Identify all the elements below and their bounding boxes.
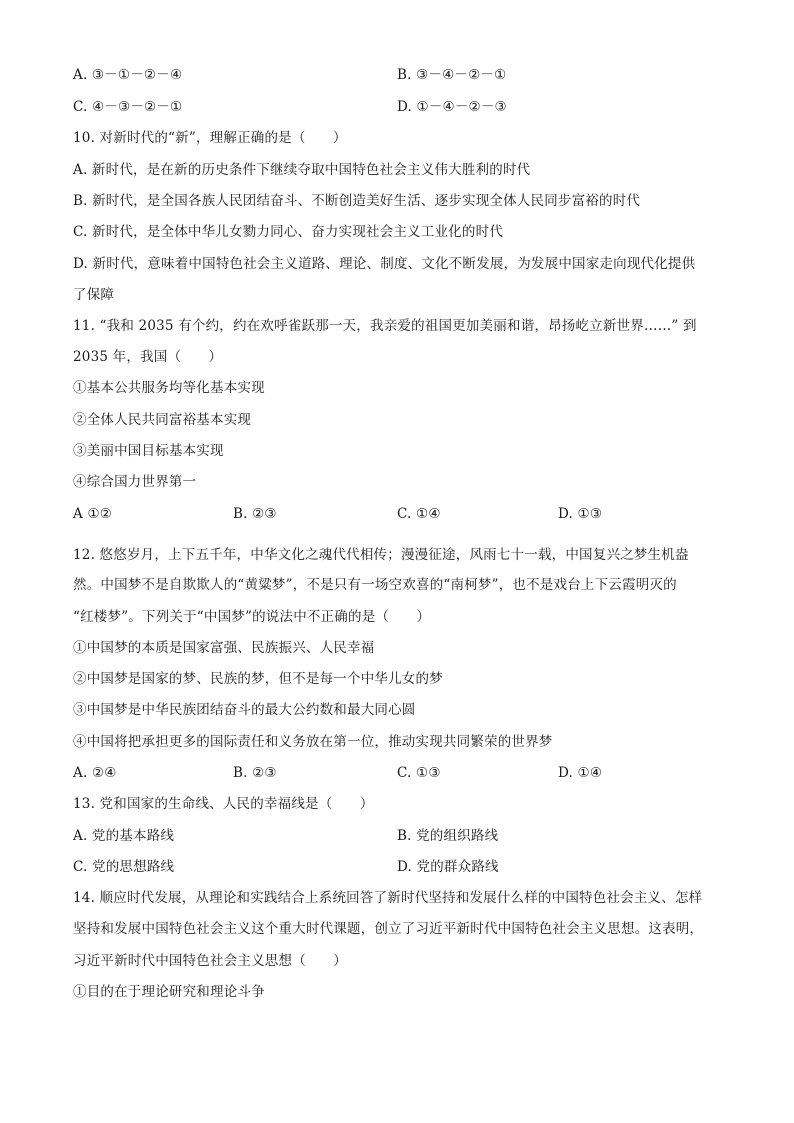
q13-option-d[interactable]: D. 党的群众路线 — [397, 859, 499, 875]
q12-option-b[interactable]: B. ②③ — [233, 765, 277, 781]
q12-option-c[interactable]: C. ①③ — [397, 765, 441, 781]
q12-statement-2: ②中国梦是国家的梦、民族的梦，但不是每一个中华儿女的梦 — [73, 671, 443, 687]
q12-statement-1: ①中国梦的本质是国家富强、民族振兴、人民幸福 — [73, 640, 375, 656]
q12-stem-line1: 12. 悠悠岁月，上下五千年，中华文化之魂代代相传；漫漫征途，风雨七十一载，中国复兴之梦生机盎 — [73, 547, 689, 563]
q14-stem-line3: 习近平新时代中国特色社会主义思想（ ） — [73, 953, 347, 969]
q10-option-b[interactable]: B. 新时代，是全国各族人民团结奋斗、不断创造美好生活、逐步实现全体人民同步富裕的时代 — [73, 193, 641, 209]
q11-option-a[interactable]: A ①② — [73, 506, 113, 522]
q11-option-c[interactable]: C. ①④ — [397, 506, 441, 522]
q14-statement-1: ①目的在于理论研究和理论斗争 — [73, 984, 265, 1000]
q11-statement-3: ③美丽中国目标基本实现 — [73, 443, 224, 459]
q13-stem: 13. 党和国家的生命线、人民的幸福线是（ ） — [73, 796, 374, 812]
q10-option-d-line2[interactable]: 了保障 — [73, 287, 115, 303]
prev-option-c[interactable]: C. ④－③－②－① — [73, 99, 183, 115]
q12-statement-4: ④中国将把承担更多的国际责任和义务放在第一位，推动实现共同繁荣的世界梦 — [73, 734, 553, 750]
q10-option-a[interactable]: A. 新时代，是在新的历史条件下继续夺取中国特色社会主义伟大胜利的时代 — [73, 162, 531, 178]
q10-option-c[interactable]: C. 新时代，是全体中华儿女勠力同心、奋力实现社会主义工业化的时代 — [73, 224, 504, 240]
prev-option-d[interactable]: D. ①－④－②－③ — [397, 99, 507, 115]
q11-option-b[interactable]: B. ②③ — [233, 506, 277, 522]
q10-stem: 10. 对新时代的“新”，理解正确的是（ ） — [73, 130, 347, 146]
q12-stem-line3: “红楼梦”。下列关于“中国梦”的说法中不正确的是（ ） — [73, 609, 431, 625]
q10-option-d-line1[interactable]: D. 新时代，意味着中国特色社会主义道路、理论、制度、文化不断发展，为发展中国家走向现代化提供 — [73, 256, 696, 272]
q11-stem-line1: 11. “我和 2035 有个约，约在欢呼雀跃那一天，我亲爱的祖国更加美丽和谐，昂扬屹立新世界……” 到 — [73, 318, 697, 334]
q11-statement-1: ①基本公共服务均等化基本实现 — [73, 380, 265, 396]
prev-option-b[interactable]: B. ③－④－②－① — [397, 67, 507, 83]
q11-statement-2: ②全体人民共同富裕基本实现 — [73, 412, 252, 428]
q11-stem-line2: 2035 年，我国（ ） — [73, 349, 223, 365]
q12-statement-3: ③中国梦是中华民族团结奋斗的最大公约数和最大同心圆 — [73, 702, 416, 718]
q12-stem-line2: 然。中国梦不是自欺欺人的“黄粱梦”，不是只有一场空欢喜的“南柯梦”，也不是戏台上下云霞明灭的 — [73, 577, 677, 593]
q14-stem-line2: 坚持和发展中国特色社会主义这个重大时代课题，创立了习近平新时代中国特色社会主义思想。这表明， — [73, 921, 704, 937]
q13-option-b[interactable]: B. 党的组织路线 — [397, 828, 499, 844]
q11-statement-4: ④综合国力世界第一 — [73, 474, 197, 490]
q14-stem-line1: 14. 顺应时代发展，从理论和实践结合上系统回答了新时代坚持和发展什么样的中国特色社会主义、怎样 — [73, 890, 703, 906]
q13-option-a[interactable]: A. 党的基本路线 — [73, 828, 175, 844]
q11-option-d[interactable]: D. ①③ — [558, 506, 603, 522]
q13-option-c[interactable]: C. 党的思想路线 — [73, 859, 175, 875]
prev-option-a[interactable]: A. ③－①－②－④ — [73, 67, 183, 83]
q12-option-d[interactable]: D. ①④ — [558, 765, 603, 781]
q12-option-a[interactable]: A. ②④ — [73, 765, 117, 781]
